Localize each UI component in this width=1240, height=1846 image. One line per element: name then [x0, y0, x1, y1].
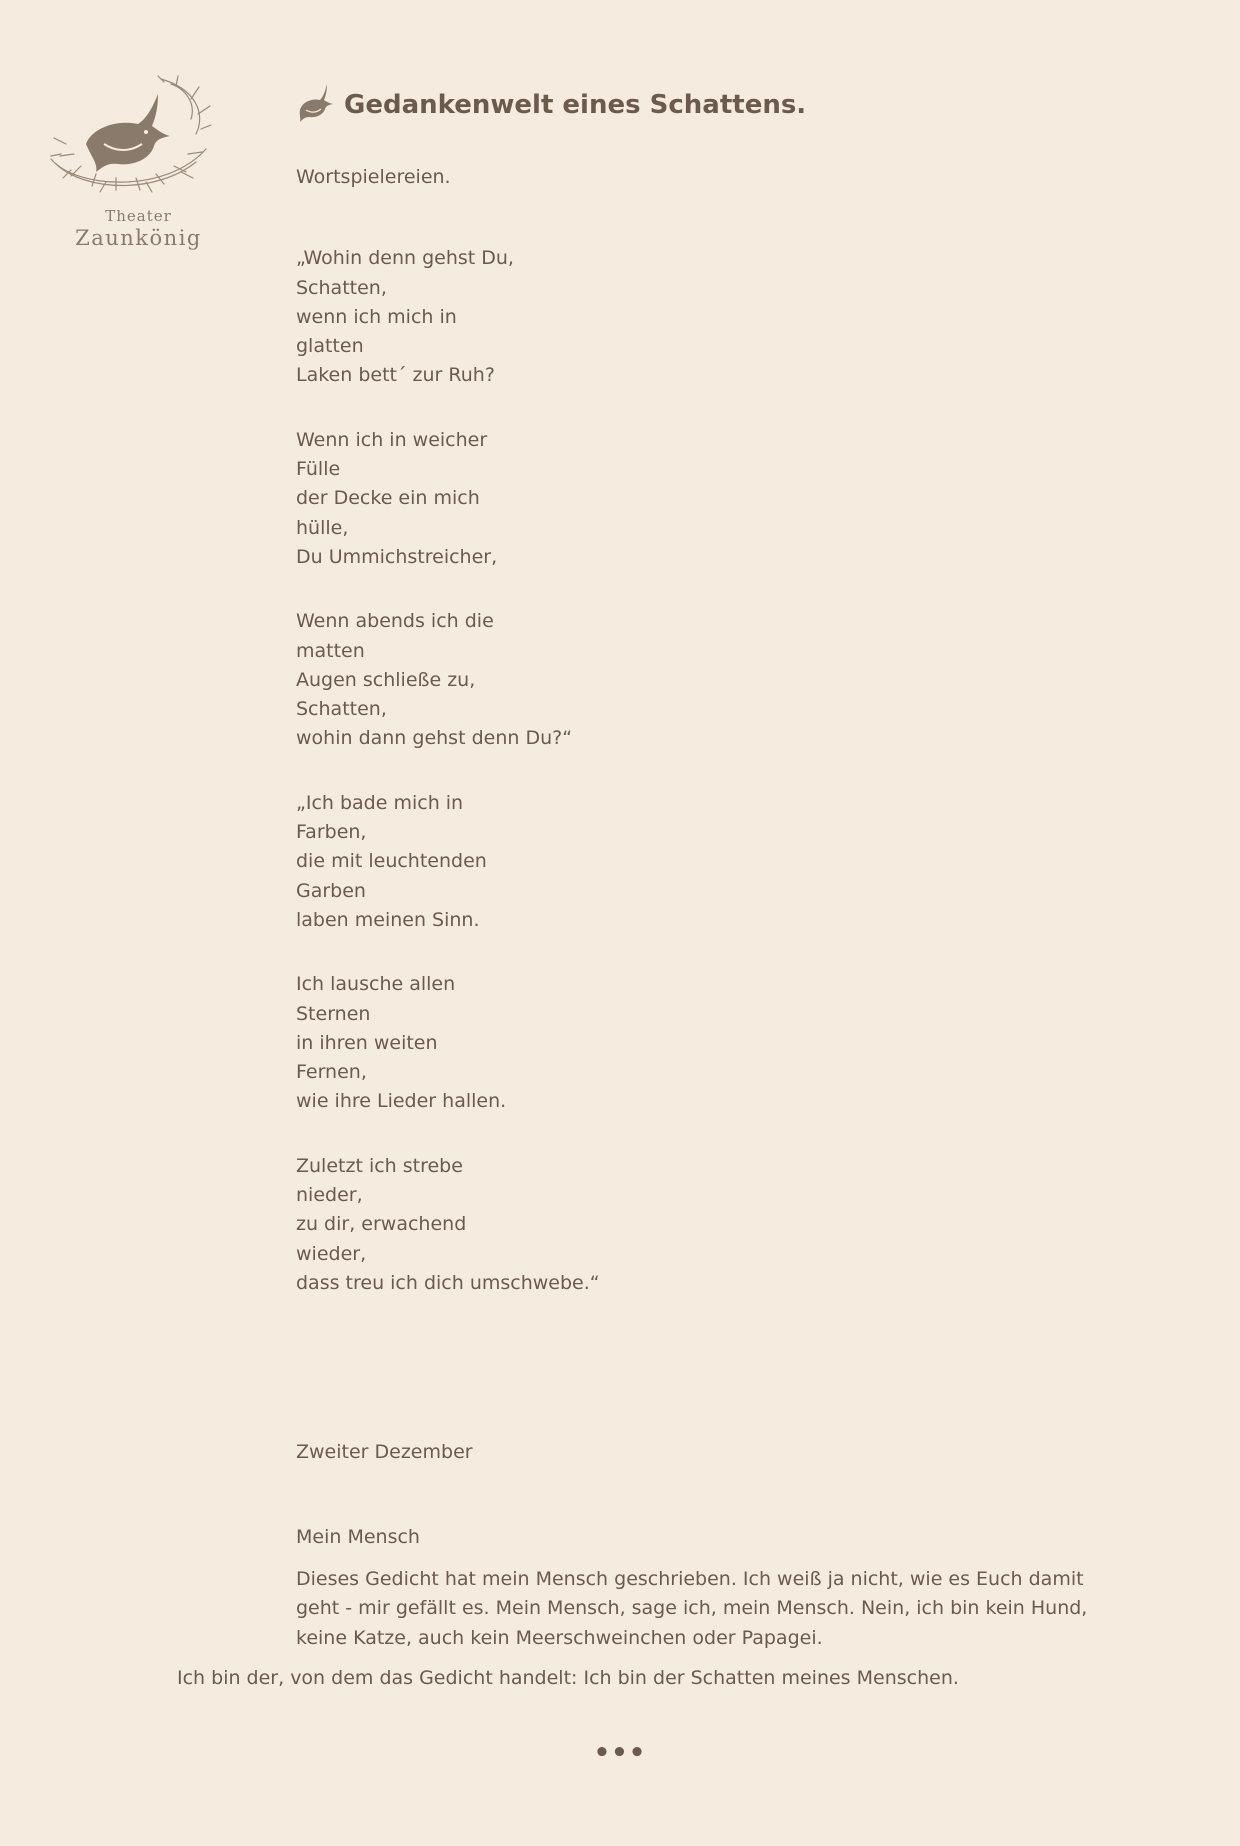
- poem-line: matten: [296, 639, 365, 662]
- poem-line: zu dir, erwachend: [296, 1213, 467, 1236]
- poem-line: Wenn abends ich die: [296, 610, 494, 633]
- wren-in-nest-icon: [46, 74, 216, 204]
- poem-line: Garben: [296, 879, 366, 902]
- logo-text-zaunkoenig: Zaunkönig: [75, 226, 202, 250]
- poem-line: wenn ich mich in: [296, 305, 457, 328]
- poem-line: Du Ummichstreicher,: [296, 545, 498, 568]
- poem-stanza: [296, 789, 1096, 935]
- poem-line: Farben,: [296, 821, 367, 844]
- more-ellipsis: •••: [593, 1738, 647, 1768]
- poem-line: Zuletzt ich strebe: [296, 1154, 463, 1177]
- poem-line: nieder,: [296, 1184, 363, 1207]
- poem-stanza: [296, 970, 1096, 1116]
- poem-line: Fernen,: [296, 1061, 367, 1084]
- poem-line: wieder,: [296, 1242, 367, 1265]
- poem-line: wie ihre Lieder hallen.: [296, 1090, 507, 1113]
- wren-body: [86, 94, 170, 172]
- section-heading: Mein Mensch: [296, 1526, 420, 1548]
- poem-line: Augen schließe zu,: [296, 668, 476, 691]
- poem-line: Laken bett´ zur Ruh?: [296, 364, 495, 387]
- page-title: Gedankenwelt eines Schattens.: [344, 90, 807, 120]
- poem-line: „Ich bade mich in: [296, 791, 464, 814]
- poem-line: der Decke ein mich: [296, 487, 480, 510]
- poem-line: „Wohin denn gehst Du,: [296, 247, 514, 270]
- poem-line: Ich lausche allen: [296, 973, 456, 996]
- prose-last-line: Ich bin der, von dem das Gedicht handelt: Ich bin der Schatten meines Menschen.: [177, 1667, 959, 1689]
- poem-line: Sternen: [296, 1002, 371, 1025]
- date-heading: Zweiter Dezember: [296, 1441, 473, 1463]
- poem-line: Wenn ich in weicher: [296, 428, 488, 451]
- poem-line: glatten: [296, 335, 364, 358]
- poem-line: Fülle: [296, 458, 341, 481]
- page-header: [296, 80, 806, 124]
- theater-logo: [46, 74, 216, 254]
- poem-line: laben meinen Sinn.: [296, 908, 480, 931]
- prose-paragraph: Dieses Gedicht hat mein Mensch geschrieben. Ich weiß ja nicht, wie es Euch damit geht - mir gefällt es. Mein Mensch, sage ich, mein Mensch. Nein, ich bin kein Hund, keine Katze, auch kein Meerschweinchen oder Papagei.: [296, 1568, 1088, 1649]
- poem-stanza: [296, 607, 1096, 753]
- main-content: [296, 163, 1096, 1333]
- poem: [296, 244, 1096, 1298]
- poem-line: Schatten,: [296, 276, 387, 299]
- poem-line: in ihren weiten: [296, 1031, 438, 1054]
- poem-stanza: [296, 426, 1096, 572]
- poem-line: wohin dann gehst denn Du?“: [296, 727, 573, 750]
- poem-line: dass treu ich dich umschwebe.“: [296, 1271, 600, 1294]
- subtitle: Wortspielereien.: [296, 166, 451, 188]
- poem-stanza: [296, 1152, 1096, 1298]
- wren-icon: [296, 80, 336, 124]
- poem-line: hülle,: [296, 516, 349, 539]
- poem-line: die mit leuchtenden: [296, 850, 487, 873]
- logo-text-theater: Theater: [105, 207, 172, 225]
- poem-stanza: [296, 244, 1096, 390]
- poem-line: Schatten,: [296, 698, 387, 721]
